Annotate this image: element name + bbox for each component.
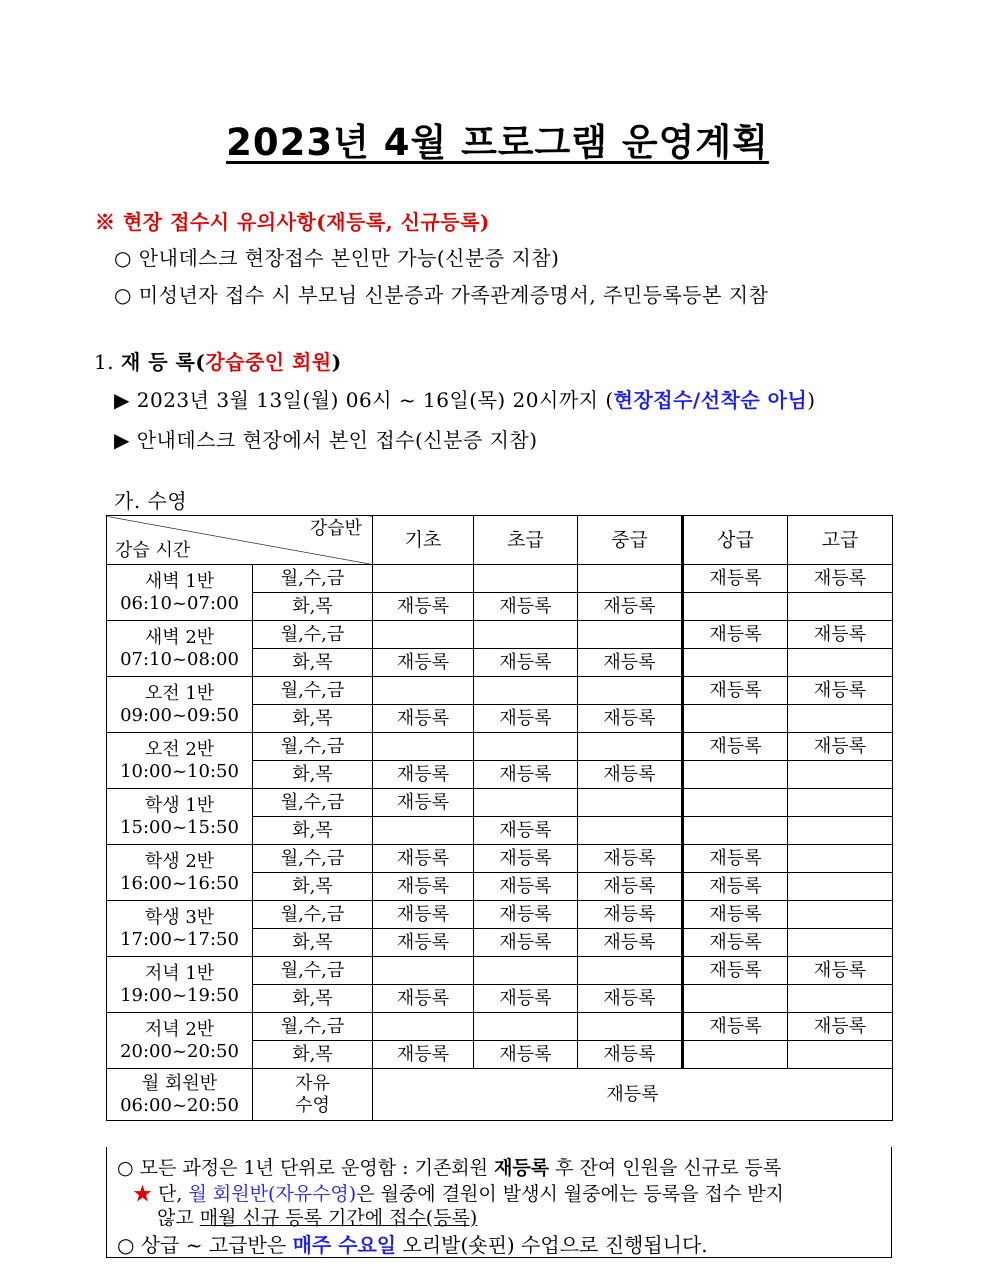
status-cell: 재등록 (474, 985, 578, 1013)
status-cell: 재등록 (683, 929, 788, 957)
status-cell (373, 957, 474, 985)
footnote-2-blue: 월 회원반(자유수영) (188, 1183, 357, 1205)
table-row (107, 789, 893, 817)
status-cell (683, 705, 788, 733)
date-line-prefix: ▶ 2023년 3월 13일(월) 06시 ~ 16일(목) 20시까지 ( (114, 388, 614, 412)
status-cell: 재등록 (474, 817, 578, 845)
class-name: 새벽 1반 (144, 570, 215, 592)
footnote-1-bold: 재등록 (494, 1157, 550, 1179)
class-name: 학생 3반 (144, 906, 215, 928)
status-cell (578, 733, 683, 761)
days-cell: 월,수,금 (253, 1013, 373, 1041)
table-row (107, 733, 893, 761)
section1-close: ) (331, 350, 342, 374)
status-cell (373, 817, 474, 845)
footnote-2-a: 단, (152, 1183, 189, 1205)
date-line-note: 현장접수/선착순 아님 (613, 388, 808, 412)
class-name-cell (107, 901, 253, 957)
class-name-cell (107, 621, 253, 677)
table-row (107, 901, 893, 929)
footnote-4-prefix: ○ 상급 ~ 고급반은 (117, 1233, 293, 1257)
level-header: 기초 (373, 516, 474, 565)
class-name-cell (107, 677, 253, 733)
status-cell: 재등록 (578, 845, 683, 873)
table-header-row (107, 516, 893, 565)
status-cell: 재등록 (788, 621, 893, 649)
status-cell: 재등록 (683, 677, 788, 705)
section1-target: 강습중인 회원 (205, 350, 332, 374)
status-cell (788, 929, 893, 957)
star-icon: ★ (133, 1183, 153, 1205)
table-row (107, 1013, 893, 1041)
table-row (107, 845, 893, 873)
status-cell (788, 845, 893, 873)
footnote-line-1 (117, 1153, 781, 1180)
class-name-cell (107, 789, 253, 845)
status-cell: 재등록 (683, 845, 788, 873)
status-cell (373, 621, 474, 649)
status-cell: 재등록 (373, 873, 474, 901)
days-cell: 화,목 (253, 929, 373, 957)
section1-number: 1. (94, 350, 121, 374)
status-cell (474, 1013, 578, 1041)
status-cell (578, 1013, 683, 1041)
days-cell: 월,수,금 (253, 957, 373, 985)
status-cell: 재등록 (474, 761, 578, 789)
status-cell: 재등록 (788, 677, 893, 705)
class-time: 20:00~20:50 (120, 1040, 239, 1062)
status-cell (373, 677, 474, 705)
footnote-line-2 (133, 1179, 784, 1206)
status-cell (683, 1041, 788, 1069)
status-cell (788, 873, 893, 901)
days-cell: 월,수,금 (253, 565, 373, 593)
table-corner-cell (107, 516, 373, 565)
status-cell (474, 677, 578, 705)
status-cell: 재등록 (578, 985, 683, 1013)
class-time: 06:00~20:50 (120, 1094, 239, 1116)
status-cell (788, 1041, 893, 1069)
status-cell: 재등록 (373, 929, 474, 957)
class-name: 새벽 2반 (144, 626, 215, 648)
status-cell: 재등록 (578, 649, 683, 677)
days-cell: 화,목 (253, 593, 373, 621)
status-cell (788, 593, 893, 621)
status-cell (683, 789, 788, 817)
status-cell (373, 1013, 474, 1041)
status-cell: 재등록 (683, 1013, 788, 1041)
status-cell: 재등록 (373, 705, 474, 733)
footnote-2-b: 은 월중에 결원이 발생시 월중에는 등록을 접수 받지 (356, 1183, 784, 1205)
status-cell: 재등록 (373, 1069, 893, 1121)
status-cell: 재등록 (474, 901, 578, 929)
footnote-3-a: 않고 (157, 1207, 200, 1229)
footnote-line-3 (157, 1203, 477, 1230)
class-name-cell (107, 733, 253, 789)
class-time: 15:00~15:50 (120, 816, 239, 838)
status-cell (578, 957, 683, 985)
status-cell: 재등록 (788, 565, 893, 593)
days-cell: 월,수,금 (253, 733, 373, 761)
status-cell (788, 649, 893, 677)
class-name: 저녁 2반 (144, 1018, 215, 1040)
section1-label: 재 등 록( (120, 350, 206, 374)
table-row (107, 677, 893, 705)
status-cell (788, 761, 893, 789)
status-cell (683, 593, 788, 621)
class-name: 월 회원반 (141, 1072, 218, 1094)
status-cell: 재등록 (788, 1013, 893, 1041)
class-name-cell (107, 957, 253, 1013)
status-cell: 재등록 (474, 929, 578, 957)
status-cell (788, 705, 893, 733)
status-cell (683, 761, 788, 789)
days-cell: 화,목 (253, 705, 373, 733)
status-cell (474, 733, 578, 761)
table-row (107, 621, 893, 649)
class-name-cell (107, 1069, 253, 1121)
days-cell: 월,수,금 (253, 677, 373, 705)
status-cell (788, 817, 893, 845)
status-cell (788, 789, 893, 817)
class-time: 19:00~19:50 (120, 984, 239, 1006)
status-cell: 재등록 (578, 901, 683, 929)
class-name: 학생 2반 (144, 850, 215, 872)
section1-desk-line: ▶ 안내데스크 현장에서 본인 접수(신분증 지참) (114, 428, 538, 452)
footnote-4-blue: 매주 수요일 (292, 1233, 397, 1257)
status-cell (788, 901, 893, 929)
days-cell: 월,수,금 (253, 621, 373, 649)
class-time: 17:00~17:50 (120, 928, 239, 950)
status-cell: 재등록 (788, 733, 893, 761)
class-name-cell (107, 1013, 253, 1069)
status-cell: 재등록 (373, 593, 474, 621)
status-cell: 재등록 (373, 901, 474, 929)
status-cell: 재등록 (373, 761, 474, 789)
date-line-suffix: ) (807, 388, 816, 412)
status-cell: 재등록 (373, 985, 474, 1013)
class-time: 16:00~16:50 (120, 872, 239, 894)
status-cell (683, 649, 788, 677)
status-cell: 재등록 (683, 901, 788, 929)
class-time: 07:10~08:00 (120, 648, 239, 670)
level-header: 상급 (683, 516, 788, 565)
status-cell: 재등록 (373, 649, 474, 677)
status-cell: 재등록 (788, 957, 893, 985)
status-cell: 재등록 (683, 565, 788, 593)
status-cell: 재등록 (373, 1041, 474, 1069)
section1-heading (94, 346, 342, 375)
status-cell (578, 789, 683, 817)
status-cell: 재등록 (474, 705, 578, 733)
footnote-1-prefix: ○ 모든 과정은 1년 단위로 운영함 : 기존회원 (117, 1157, 495, 1179)
status-cell: 재등록 (373, 789, 474, 817)
status-cell: 재등록 (578, 873, 683, 901)
class-name: 오전 1반 (144, 682, 215, 704)
status-cell: 재등록 (578, 929, 683, 957)
status-cell: 재등록 (683, 621, 788, 649)
table-row (107, 565, 893, 593)
status-cell: 재등록 (578, 593, 683, 621)
table-row (107, 957, 893, 985)
class-name-cell (107, 845, 253, 901)
monthly-row (107, 1069, 893, 1121)
status-cell (578, 621, 683, 649)
days-cell (253, 1069, 373, 1121)
status-cell: 재등록 (474, 593, 578, 621)
class-time: 06:10~07:00 (120, 592, 239, 614)
section1-date-line (114, 384, 816, 413)
status-cell (788, 985, 893, 1013)
status-cell (474, 621, 578, 649)
status-cell (578, 565, 683, 593)
days-line: 수영 (295, 1094, 330, 1116)
page-title: 2023년 4월 프로그램 운영계획 (226, 121, 769, 164)
class-name: 저녁 1반 (144, 962, 215, 984)
status-cell: 재등록 (373, 845, 474, 873)
level-header: 중급 (578, 516, 683, 565)
notice-heading: ※ 현장 접수시 유의사항(재등록, 신규등록) (95, 210, 490, 234)
level-header: 초급 (474, 516, 578, 565)
status-cell (474, 957, 578, 985)
days-cell: 화,목 (253, 649, 373, 677)
status-cell (474, 789, 578, 817)
days-cell: 화,목 (253, 873, 373, 901)
footnote-3-underlined: 매월 신규 등록 기간에 접수(등록) (199, 1207, 478, 1229)
level-header: 고급 (788, 516, 893, 565)
notice-item-2: ○ 미성년자 접수 시 부모님 신분증과 가족관계증명서, 주민등록등본 지참 (114, 283, 769, 307)
days-cell: 월,수,금 (253, 789, 373, 817)
days-cell: 화,목 (253, 985, 373, 1013)
corner-label-time: 강습 시간 (115, 540, 191, 561)
status-cell: 재등록 (474, 845, 578, 873)
days-line: 자유 (295, 1072, 330, 1094)
class-name-cell (107, 565, 253, 621)
status-cell (474, 565, 578, 593)
class-name: 학생 1반 (144, 794, 215, 816)
class-time: 09:00~09:50 (120, 704, 239, 726)
class-time: 10:00~10:50 (120, 760, 239, 782)
status-cell (578, 677, 683, 705)
status-cell: 재등록 (474, 649, 578, 677)
days-cell: 월,수,금 (253, 845, 373, 873)
status-cell: 재등록 (578, 705, 683, 733)
status-cell (578, 817, 683, 845)
status-cell: 재등록 (474, 873, 578, 901)
status-cell: 재등록 (683, 957, 788, 985)
notice-item-1: ○ 안내데스크 현장접수 본인만 가능(신분증 지참) (114, 246, 560, 270)
status-cell: 재등록 (578, 761, 683, 789)
footnote-line-4 (117, 1229, 708, 1258)
footnote-box (106, 1147, 892, 1258)
footnote-4-suffix: 오리발(숏핀) 수업으로 진행됩니다. (396, 1233, 708, 1257)
days-cell: 화,목 (253, 817, 373, 845)
status-cell: 재등록 (474, 1041, 578, 1069)
days-cell: 월,수,금 (253, 901, 373, 929)
status-cell (683, 985, 788, 1013)
days-cell: 화,목 (253, 761, 373, 789)
status-cell: 재등록 (683, 733, 788, 761)
days-cell: 화,목 (253, 1041, 373, 1069)
corner-label-class: 강습반 (309, 518, 362, 539)
class-name: 오전 2반 (144, 738, 215, 760)
subsection-title: 가. 수영 (114, 489, 188, 513)
footnote-1-suffix: 후 잔여 인원을 신규로 등록 (549, 1157, 782, 1179)
status-cell (373, 733, 474, 761)
status-cell: 재등록 (578, 1041, 683, 1069)
status-cell (683, 817, 788, 845)
schedule-table (106, 515, 893, 1121)
status-cell: 재등록 (683, 873, 788, 901)
status-cell (373, 565, 474, 593)
